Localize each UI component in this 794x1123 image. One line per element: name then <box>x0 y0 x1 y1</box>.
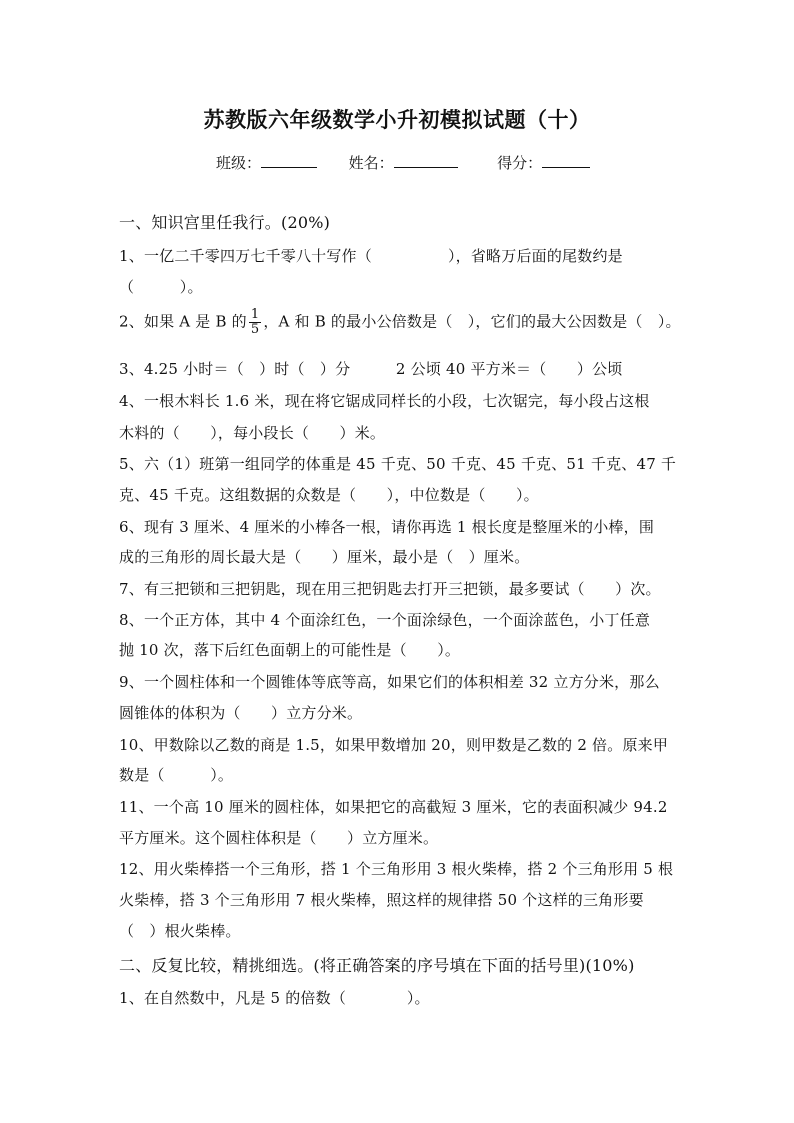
name-label: 姓名： <box>348 154 394 172</box>
question-11-line-1: 11、一个高 10 厘米的圆柱体，如果把它的高截短 3 厘米，它的表面积减少 94.2 <box>119 798 668 816</box>
question-6-line-2: 成的三角形的周长最大是（ ）厘米，最小是（ ）厘米。 <box>119 548 530 566</box>
fraction-numerator: 1 <box>250 307 260 322</box>
student-info-row <box>216 152 590 173</box>
question-9-line-1: 9、一个圆柱体和一个圆锥体等底等高，如果它们的体积相差 32 立方分米，那么 <box>119 673 660 691</box>
question-2-suffix: ，A 和 B 的最小公倍数是（ ），它们的最大公因数是（ ）。 <box>263 312 681 331</box>
score-blank[interactable] <box>542 153 590 168</box>
question-11-line-2: 平方厘米。这个圆柱体积是（ ）立方厘米。 <box>119 829 439 847</box>
score-label: 得分： <box>497 154 543 172</box>
question-4-line-1: 4、一根木料长 1.6 米，现在将它锯成同样长的小段，七次锯完，每小段占这根 <box>119 392 650 410</box>
question-5-line-2: 克、45 千克。这组数据的众数是（ ），中位数是（ ）。 <box>119 486 539 504</box>
page-title: 苏教版六年级数学小升初模拟试题（十） <box>203 107 591 132</box>
question-12-line-1: 12、用火柴棒搭一个三角形，搭 1 个三角形用 3 根火柴棒，搭 2 个三角形用 5 根 <box>119 860 674 878</box>
question-2-prefix: 2、如果 A 是 B 的 <box>119 312 247 331</box>
section-1-heading: 一、知识宫里任我行。(20%) <box>119 213 331 232</box>
fraction-denominator: 5 <box>250 322 260 337</box>
name-blank[interactable] <box>394 153 458 168</box>
question-10-line-1: 10、甲数除以乙数的商是 1.5，如果甲数增加 20，则甲数是乙数的 2 倍。原来甲 <box>119 736 669 754</box>
fraction-one-fifth <box>249 308 261 337</box>
question-1-line-1: 1、一亿二千零四万七千零八十写作（ ），省略万后面的尾数约是 <box>119 247 623 265</box>
question-1-line-2: （ ）。 <box>119 278 203 296</box>
question-8-line-1: 8、一个正方体，其中 4 个面涂红色，一个面涂绿色，一个面涂蓝色，小丁任意 <box>119 611 651 629</box>
section-2-heading: 二、反复比较，精挑细选。(将正确答案的序号填在下面的括号里)(10%) <box>119 956 635 975</box>
class-blank[interactable] <box>261 153 317 168</box>
question-12-line-3: （ ）根火柴棒。 <box>119 922 241 940</box>
question-2 <box>119 308 681 337</box>
question-10-line-2: 数是（ ）。 <box>119 766 234 784</box>
question-7: 7、有三把锁和三把钥匙，现在用三把钥匙去打开三把锁，最多要试（ ）次。 <box>119 580 661 598</box>
class-label: 班级： <box>216 154 262 172</box>
question-8-line-2: 抛 10 次，落下后红色面朝上的可能性是（ ）。 <box>119 641 461 659</box>
question-5-line-1: 5、六（1）班第一组同学的体重是 45 千克、50 千克、45 千克、51 千克、47 千 <box>119 455 677 473</box>
question-9-line-2: 圆锥体的体积为（ ）立方分米。 <box>119 704 363 722</box>
question-4-line-2: 木料的（ ），每小段长（ ）米。 <box>119 424 386 442</box>
question-3: 3、4.25 小时＝（ ）时（ ）分 2 公顷 40 平方米＝（ ）公顷 <box>119 360 623 378</box>
section-2-question-1: 1、在自然数中，凡是 5 的倍数（ ）。 <box>119 989 430 1007</box>
question-12-line-2: 火柴棒，搭 3 个三角形用 7 根火柴棒，照这样的规律搭 50 个这样的三角形要 <box>119 891 644 909</box>
question-6-line-1: 6、现有 3 厘米、4 厘米的小棒各一根，请你再选 1 根长度是整厘米的小棒，围 <box>119 518 655 536</box>
